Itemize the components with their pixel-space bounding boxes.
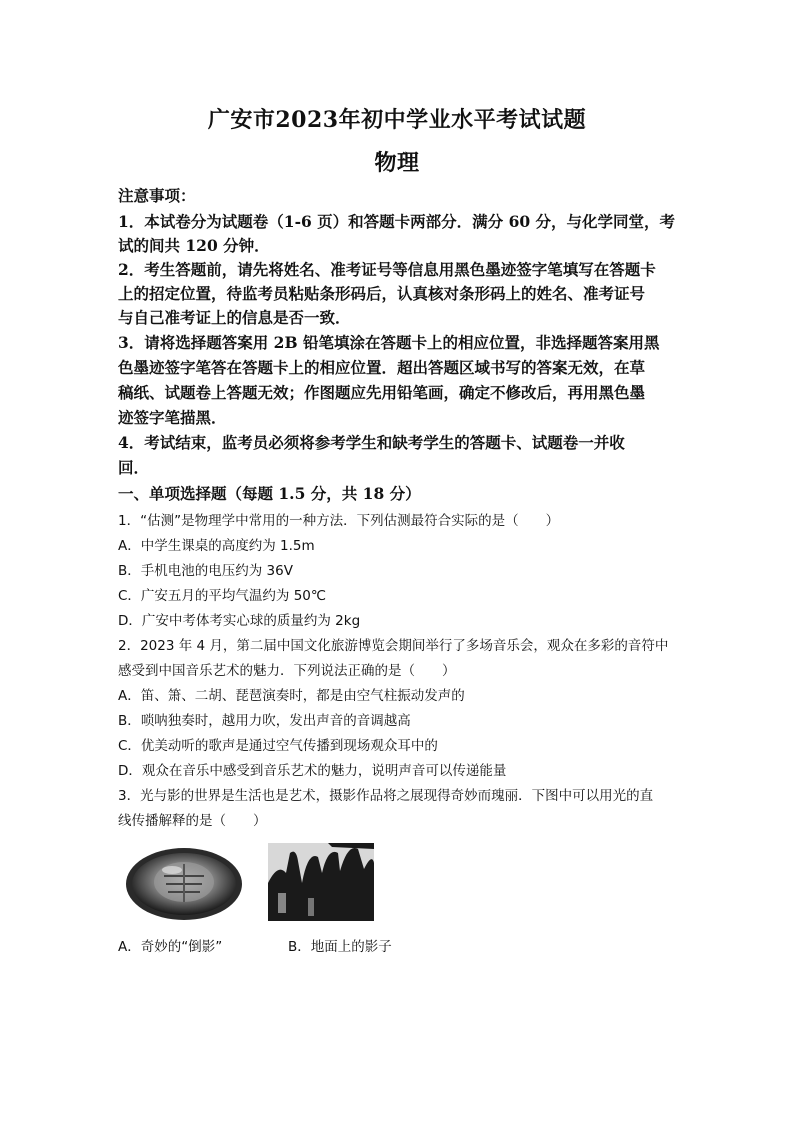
notice-line: 试的间共 120 分钟． xyxy=(118,236,270,255)
reflection-photo xyxy=(124,846,244,922)
shadows-photo xyxy=(268,843,374,921)
notice-line: 上的招定位置，待监考员粘贴条形码后，认真核对条形码上的姓名、准考证号 xyxy=(118,284,646,303)
option-line: C．广安五月的平均气温约为 50℃ xyxy=(118,588,327,604)
notice-line: 回． xyxy=(118,458,150,477)
question-line: 2．2023 年 4 月，第二届中国文化旅游博览会期间举行了多场音乐会，观众在多彩的音符中 xyxy=(118,638,669,654)
notice-line: 4．考试结束，监考员必须将参考学生和缺考学生的答题卡、试题卷一并收 xyxy=(118,433,625,452)
option-line: D．观众在音乐中感受到音乐艺术的魅力，说明声音可以传递能量 xyxy=(118,763,507,779)
option-line: C．优美动听的歌声是通过空气传播到现场观众耳中的 xyxy=(118,738,438,754)
question-line: 感受到中国音乐艺术的魅力．下列说法正确的是（ ） xyxy=(118,663,456,679)
option-line: B．手机电池的电压约为 36V xyxy=(118,563,293,579)
option-b-caption: B．地面上的影子 xyxy=(288,939,392,955)
exam-title: 广安市2023年初中学业水平考试试题 xyxy=(207,107,587,133)
notice-line: 与自己准考证上的信息是否一致． xyxy=(118,308,351,327)
option-a-caption: A．奇妙的“倒影” xyxy=(118,939,223,955)
subject-title: 物理 xyxy=(374,150,420,176)
question-line: 1．“估测”是物理学中常用的一种方法．下列估测最符合实际的是（ ） xyxy=(118,513,560,529)
notice-line: 1．本试卷分为试题卷（1-6 页）和答题卡两部分．满分 60 分，与化学同堂，考 xyxy=(118,212,676,231)
notice-line: 迹签字笔描黑． xyxy=(118,408,227,427)
notice-line: 色墨迹签字笔答在答题卡上的相应位置．超出答题区域书写的答案无效，在草 xyxy=(118,358,646,377)
option-line: A．中学生课桌的高度约为 1.5m xyxy=(118,538,315,554)
option-line: A．笛、箫、二胡、琵琶演奏时，都是由空气柱振动发声的 xyxy=(118,688,465,704)
option-line: D．广安中考体考实心球的质量约为 2kg xyxy=(118,613,361,629)
option-line: B．唢呐独奏时，越用力吹，发出声音的音调越高 xyxy=(118,713,411,729)
notice-heading: 注意事项： xyxy=(118,186,196,205)
notice-line: 3．请将选择题答案用 2B 铅笔填涂在答题卡上的相应位置，非选择题答案用黑 xyxy=(118,333,660,352)
section-heading: 一、单项选择题（每题 1.5 分，共 18 分） xyxy=(118,484,421,503)
question-line: 线传播解释的是（ ） xyxy=(118,813,267,829)
notice-line: 稿纸、试题卷上答题无效；作图题应先用铅笔画，确定不修改后，再用黑色墨 xyxy=(118,383,646,402)
notice-line: 2．考生答题前，请先将姓名、准考证号等信息用黑色墨迹签字笔填写在答题卡 xyxy=(118,260,656,279)
question-line: 3．光与影的世界是生活也是艺术，摄影作品将之展现得奇妙而瑰丽．下图中可以用光的直 xyxy=(118,788,654,804)
